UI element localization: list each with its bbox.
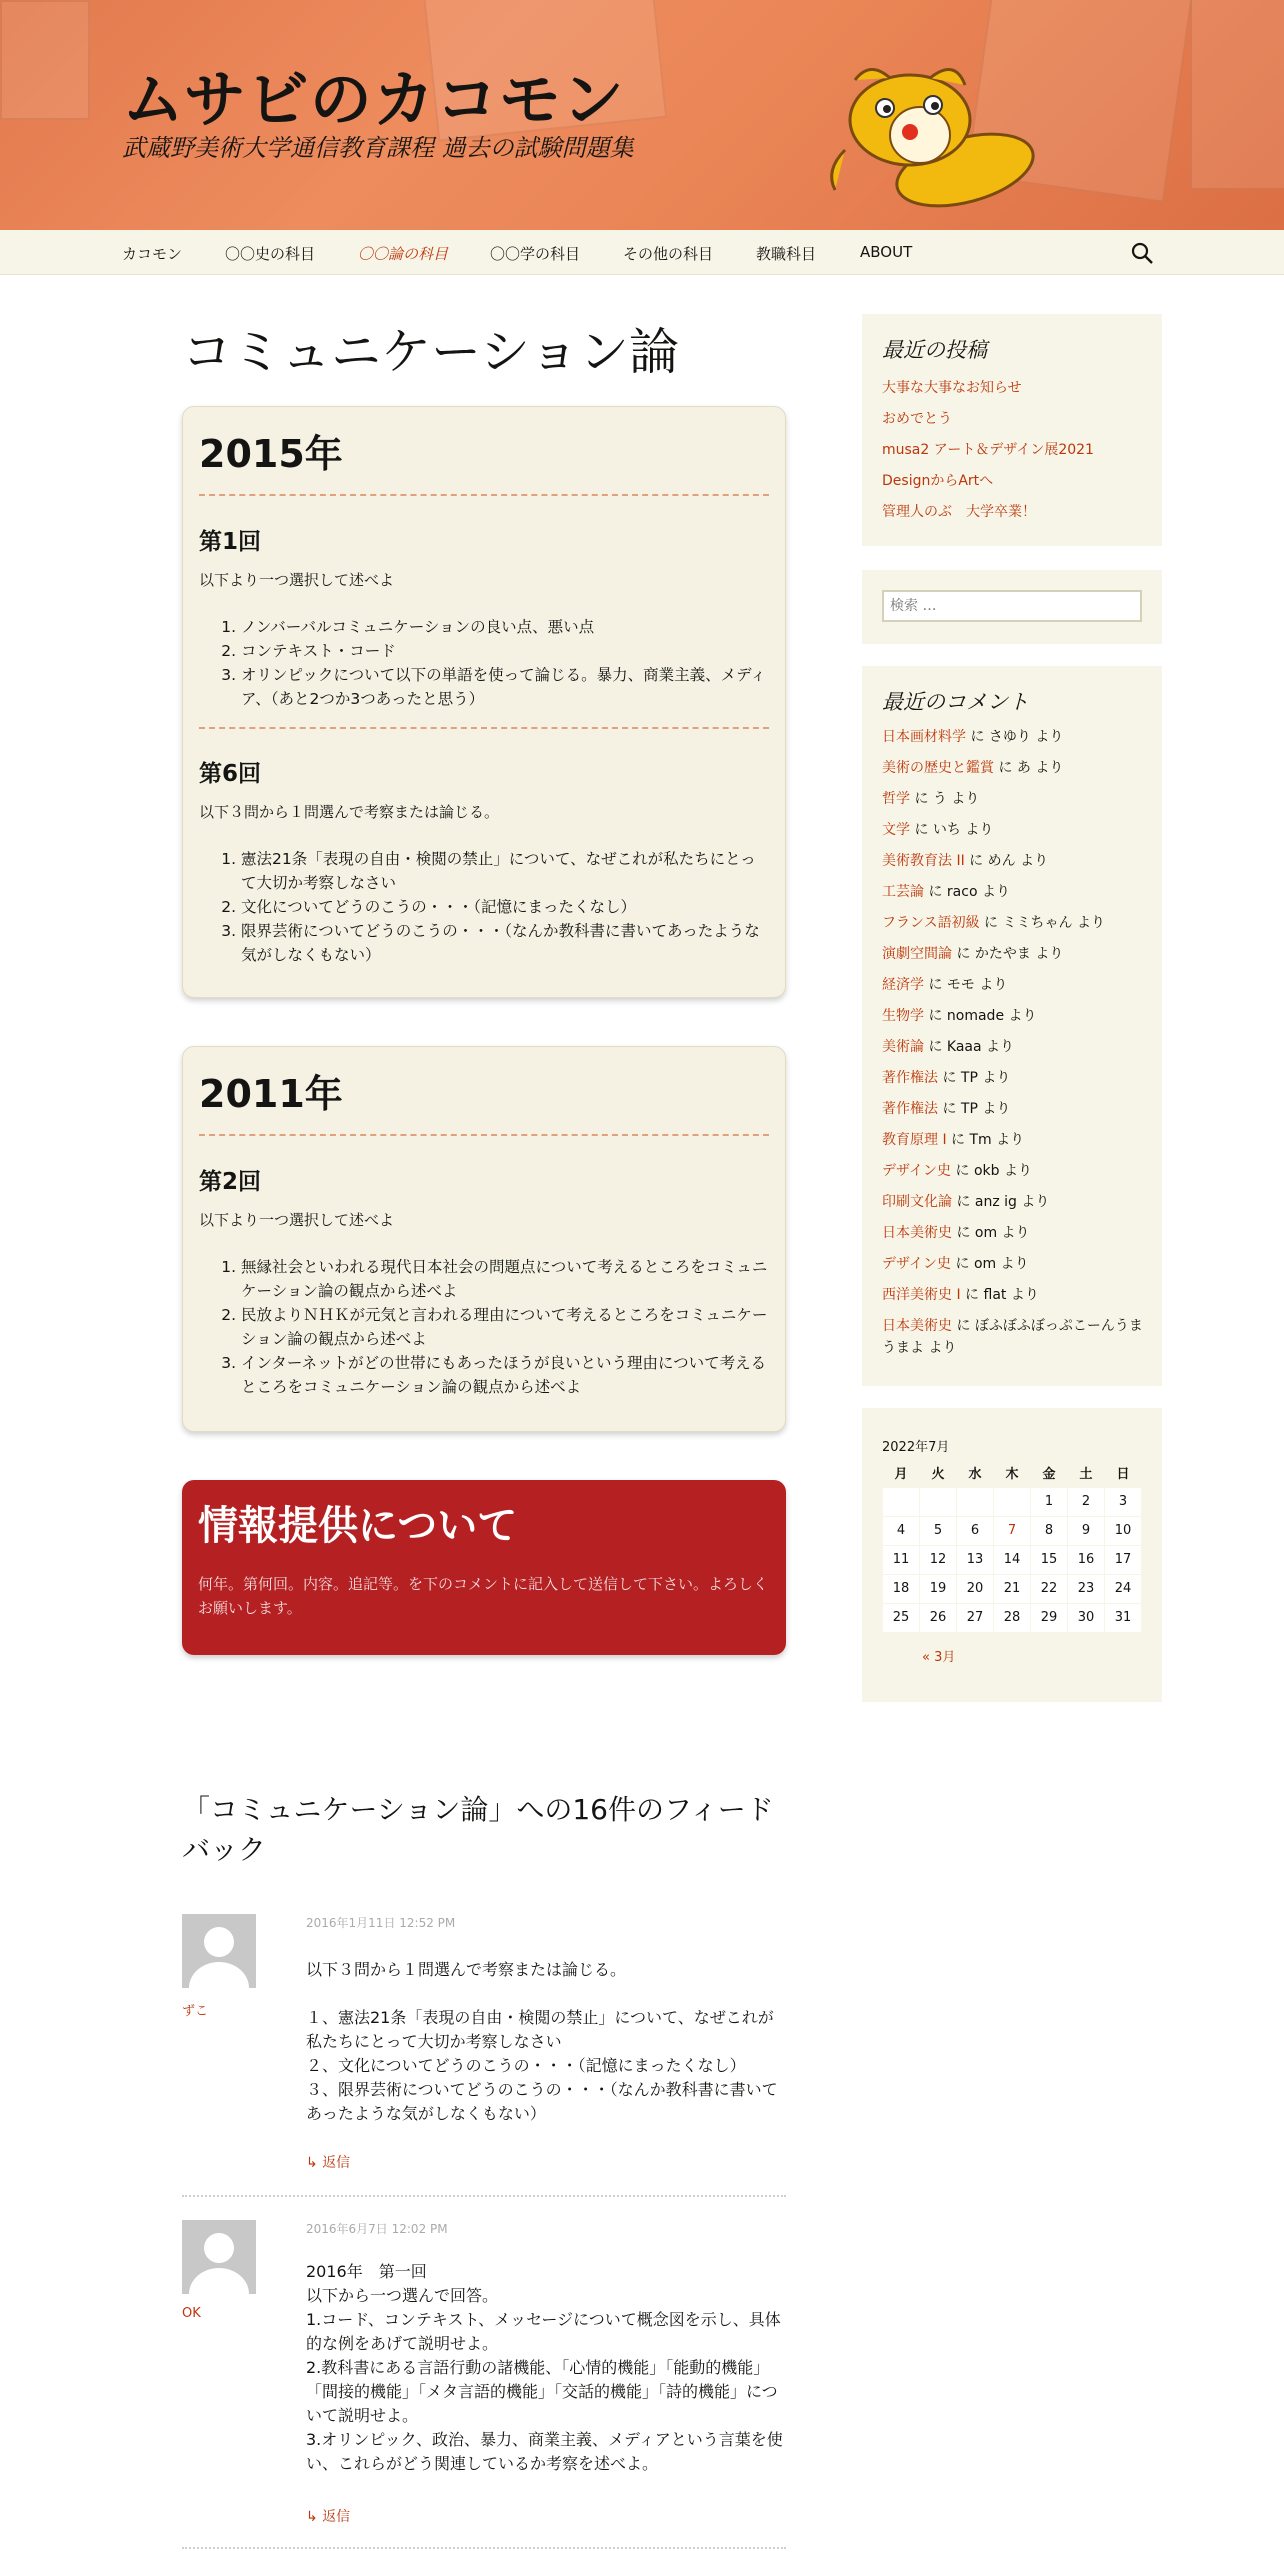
calendar-day: 16: [1068, 1545, 1105, 1574]
recent-comment-suffix: より: [1030, 946, 1064, 962]
exam-2015-box: [182, 406, 786, 998]
recent-comment-connector: に: [924, 1008, 947, 1024]
question-list: [223, 1255, 768, 1399]
recent-comment-connector: に: [964, 853, 988, 869]
recent-comment-author: いち: [932, 822, 961, 838]
calendar-day: 17: [1105, 1545, 1142, 1574]
recent-comment-item: [882, 881, 1147, 903]
calendar-weekday: 土: [1079, 1466, 1093, 1482]
calendar-day: 13: [957, 1545, 994, 1574]
calendar-day: 9: [1068, 1516, 1105, 1545]
default-avatar-icon: [182, 1914, 256, 1988]
recent-comment-author: TP: [960, 1101, 978, 1117]
comment-text: 2016年 第一回 以下から一つ選んで回答。 1.コード、コンテキスト、メッセージについて概念図を示し、具体的な例をあげて説明せよ。 2.教科書にある言語行動の諸機能、「心情的機能」「能動的機能」「間接的機能」「メタ言語的機能」「交話的機能」「詩的機能」について説明せよ。 3.オリンピック、政治、暴力、商業主義、メディアという言葉を使い、これらがどう関連しているか考察を述べよ。: [306, 2262, 783, 2473]
header-decor-book: [1190, 0, 1284, 190]
calendar-weekday: 水: [968, 1466, 982, 1482]
recent-comment-item: [882, 1191, 1147, 1213]
recent-comment-item: [882, 726, 1147, 748]
recent-comment-post-link[interactable]: 教育原理 I: [882, 1132, 947, 1148]
question-item: 3. 限界芸術についてどうのこうの・・・（なんか教科書に書いてあったような気がしなくもない）: [241, 919, 768, 967]
recent-comment-connector: に: [994, 760, 1017, 776]
recent-comment-author: om: [973, 1256, 997, 1272]
year-heading: 2011年: [199, 1072, 343, 1116]
site-description: 武蔵野美術大学通信教育課程 過去の試験問題集: [122, 134, 634, 162]
recent-comment-author: ミミちゃん: [1002, 915, 1073, 931]
calendar-day: 5: [920, 1516, 957, 1545]
calendar-day: 19: [920, 1574, 957, 1603]
recent-comment-suffix: より: [999, 1163, 1032, 1179]
recent-comment-author: nomade: [946, 1008, 1005, 1024]
calendar-day: 22: [1031, 1574, 1068, 1603]
page-title: コミュニケーション論: [182, 323, 679, 381]
calendar-day: 24: [1105, 1574, 1142, 1603]
recent-comment-suffix: より: [1006, 1287, 1039, 1303]
reply-link[interactable]: [306, 2152, 350, 2172]
recent-comment-post-link[interactable]: 工芸論: [882, 884, 924, 900]
recent-comment-connector: に: [952, 1194, 975, 1210]
round-heading: 第6回: [199, 761, 262, 787]
recent-comment-connector: に: [946, 1132, 970, 1148]
question-item: 3. オリンピックについて以下の単語を使って論じる。暴力、商業主義、メディア、（あと2つか3つあったと思う）: [241, 663, 768, 711]
recent-comment-author: Tm: [969, 1132, 992, 1148]
recent-comments-widget: [862, 666, 1162, 1386]
recent-comment-post-link[interactable]: 美術の歴史と鑑賞: [882, 760, 994, 776]
calendar-empty-cell: [957, 1487, 994, 1516]
calendar-day: 27: [957, 1603, 994, 1632]
widget-title: 最近のコメント: [882, 690, 1029, 714]
recent-comment-connector: に: [910, 791, 933, 807]
avatar: [182, 2220, 256, 2294]
recent-comment-item: [882, 1315, 1147, 1359]
question-intro: 以下より一つ選択して述べよ: [199, 571, 395, 589]
question-item: 1. 無縁社会といわれる現代日本社会の問題点について考えるところをコミュニケーション論の観点から述べよ: [241, 1255, 768, 1303]
divider: [199, 1134, 769, 1136]
recent-comment-suffix: より: [1030, 729, 1064, 745]
reply-label: 返信: [322, 2155, 351, 2171]
calendar-day: 8: [1031, 1516, 1068, 1545]
recent-comment-connector: に: [951, 1163, 974, 1179]
calendar-day: 18: [883, 1574, 920, 1603]
calendar-day: 3: [1105, 1487, 1142, 1516]
divider: [199, 727, 769, 729]
calendar-day[interactable]: 7: [994, 1516, 1031, 1545]
recent-comment-suffix: より: [1015, 853, 1049, 869]
calendar-day: 2: [1068, 1487, 1105, 1516]
round-heading: 第1回: [199, 529, 262, 555]
recent-post-link[interactable]: DesignからArtへ: [882, 473, 994, 489]
calendar-day: 21: [994, 1574, 1031, 1603]
comment-author[interactable]: OK: [182, 2306, 201, 2321]
recent-comment-post-link[interactable]: 著作権法: [882, 1101, 938, 1117]
recent-comment-author: あ: [1016, 760, 1031, 776]
question-item: 2. 民放よりＮＨＫが元気と言われる理由について考えるところをコミュニケーション論の観点から述べよ: [241, 1303, 768, 1351]
calendar-weekday: 月: [894, 1466, 908, 1482]
recent-comment-suffix: より: [996, 1256, 1029, 1272]
recent-post-link[interactable]: 大事な大事なお知らせ: [882, 380, 1022, 396]
calendar-weekday: 日: [1116, 1466, 1130, 1482]
recent-comment-connector: に: [924, 1039, 947, 1055]
calendar-day: 4: [883, 1516, 920, 1545]
question-item: 1. ノンバーバルコミュニケーションの良い点、悪い点: [241, 615, 768, 639]
recent-comment-suffix: より: [981, 1039, 1015, 1055]
round-heading: 第2回: [199, 1169, 262, 1195]
nav-item-kakomon[interactable]: カコモン: [122, 245, 183, 263]
recent-comment-item: [882, 1067, 1147, 1089]
recent-comment-author: さゆり: [988, 729, 1031, 745]
header-decor-book: [0, 0, 90, 120]
calendar-day: 11: [883, 1545, 920, 1574]
recent-comment-suffix: より: [991, 1132, 1025, 1148]
calendar-empty-cell: [883, 1487, 920, 1516]
exam-2011-box: [182, 1046, 786, 1432]
recent-comment-suffix: より: [974, 977, 1008, 993]
recent-comment-author: う: [932, 791, 947, 807]
comment-author[interactable]: ずこ: [182, 2004, 209, 2019]
recent-comment-author: モモ: [946, 977, 975, 993]
recent-comment-item: [882, 1222, 1147, 1244]
recent-comment-suffix: より: [946, 791, 980, 807]
calendar-day: 15: [1031, 1545, 1068, 1574]
recent-comment-item: [882, 788, 1147, 810]
calendar-empty-cell: [920, 1487, 957, 1516]
reply-arrow-icon: ↳: [306, 2509, 323, 2525]
recent-comment-post-link[interactable]: 美術教育法 II: [882, 853, 965, 869]
recent-comment-connector: に: [952, 1318, 975, 1334]
question-intro: 以下より一つ選択して述べよ: [199, 1211, 395, 1229]
calendar-day: 12: [920, 1545, 957, 1574]
search-icon[interactable]: [1130, 241, 1154, 265]
recent-comment-suffix: より: [977, 884, 1010, 900]
recent-comment-post-link[interactable]: 文学: [882, 822, 910, 838]
comment-text: 以下３問から１問選んで考察または論じる。: [306, 1960, 627, 1979]
calendar-day: 1: [1031, 1487, 1068, 1516]
recent-comment-author: flat: [983, 1287, 1007, 1303]
recent-comment-author: okb: [973, 1163, 1000, 1179]
reply-link[interactable]: [306, 2506, 350, 2526]
comment-date[interactable]: 2016年1月11日 12:52 PM: [306, 1916, 456, 1930]
calendar-day: 26: [920, 1603, 957, 1632]
recent-comment-post-link[interactable]: 日本美術史: [882, 1318, 952, 1334]
recent-comment-post-link[interactable]: 著作権法: [882, 1070, 938, 1086]
recent-comment-suffix: より: [924, 1340, 957, 1356]
recent-comment-post-link[interactable]: デザイン史: [882, 1256, 952, 1272]
recent-comment-post-link[interactable]: 日本美術史: [882, 1225, 952, 1241]
recent-comment-author: Kaaa: [946, 1039, 982, 1055]
nav-item-history-subjects[interactable]: 〇〇史の科目: [225, 245, 316, 263]
comment: [182, 2220, 786, 2525]
calendar-day: 30: [1068, 1603, 1105, 1632]
comment-text: １、憲法21条「表現の自由・検閲の禁止」について、なぜこれが私たちにとって大切か考察しなさい ２、文化についてどうのこうの・・・（記憶にまったくなし） ３、限界芸術についてどうのこうの・・・（なんか教科書に書いてあったような気がしなくもない）: [306, 2008, 778, 2123]
recent-comment-suffix: より: [977, 1101, 1011, 1117]
widget-title: 最近の投稿: [882, 338, 987, 362]
nav-item-teaching-subjects[interactable]: 教職科目: [756, 245, 817, 263]
recent-comment-suffix: より: [997, 1225, 1030, 1241]
sidebar-search-input[interactable]: [882, 590, 1142, 622]
nav-item-study-subjects[interactable]: 〇〇学の科目: [490, 245, 581, 263]
recent-comment-post-link[interactable]: 哲学: [882, 791, 910, 807]
site-header: [0, 0, 1284, 230]
recent-comment-connector: に: [924, 977, 947, 993]
avatar: [182, 1914, 256, 1988]
recent-posts-widget: [862, 314, 1162, 546]
recent-comment-author: anz ig: [974, 1194, 1017, 1210]
recent-comment-post-link[interactable]: フランス語初級: [882, 915, 980, 931]
comment-date[interactable]: 2016年6月7日 12:02 PM: [306, 2222, 448, 2236]
recent-comment-post-link[interactable]: 美術論: [882, 1039, 924, 1055]
recent-comment-item: [882, 1160, 1147, 1182]
calendar-weekday: 金: [1042, 1466, 1056, 1482]
calendar-day: 20: [957, 1574, 994, 1603]
recent-comment-item: [882, 912, 1147, 934]
calendar-day: 29: [1031, 1603, 1068, 1632]
info-title: 情報提供について: [198, 1503, 518, 1549]
recent-comment-item: [882, 974, 1147, 996]
recent-comment-post-link[interactable]: 生物学: [882, 1008, 924, 1024]
recent-comment-item: [882, 819, 1147, 841]
question-item: 2. 文化についてどうのこうの・・・（記憶にまったくなし）: [241, 895, 768, 919]
recent-comment-post-link[interactable]: 日本画材料学: [882, 729, 966, 745]
recent-comment-item: [882, 1284, 1147, 1306]
recent-comment-connector: に: [952, 946, 975, 962]
site-title[interactable]: ムサビのカコモン: [122, 63, 625, 136]
divider: [199, 494, 769, 496]
recent-comment-item: [882, 1129, 1147, 1151]
recent-comment-item: [882, 1036, 1147, 1058]
question-list: [223, 615, 768, 711]
question-list: [223, 847, 768, 967]
main-navigation: [0, 230, 1284, 275]
recent-comment-author: om: [974, 1225, 998, 1241]
question-item: 2. コンテキスト・コード: [241, 639, 768, 663]
recent-comment-connector: に: [938, 1101, 961, 1117]
calendar-weekday: 木: [1005, 1466, 1019, 1482]
recent-comment-post-link[interactable]: 経済学: [882, 977, 924, 993]
recent-comment-item: [882, 850, 1147, 872]
recent-comment-author: raco: [946, 884, 978, 900]
recent-comment-connector: に: [960, 1287, 984, 1303]
recent-comment-connector: に: [951, 1256, 974, 1272]
default-avatar-icon: [182, 2220, 256, 2294]
calendar-day: 25: [883, 1603, 920, 1632]
recent-comment-suffix: より: [1004, 1008, 1037, 1024]
calendar-day: 28: [994, 1603, 1031, 1632]
comment: [182, 1914, 786, 2174]
recent-post-link[interactable]: musa2 アート＆デザイン展2021: [882, 442, 1094, 458]
calendar-weekday: 火: [931, 1466, 945, 1482]
calendar-prev-month-link[interactable]: « 3月: [922, 1650, 956, 1665]
calendar-day: 31: [1105, 1603, 1142, 1632]
question-intro: 以下３問から１問選んで考察または論じる。: [199, 803, 500, 821]
nav-item-other-subjects[interactable]: その他の科目: [623, 245, 714, 263]
calendar-day: 14: [994, 1545, 1031, 1574]
recent-comment-suffix: より: [1030, 760, 1064, 776]
recent-comment-post-link[interactable]: 演劇空間論: [882, 946, 952, 962]
comments-heading: 「コミュニケーション論」への16件のフィードバック: [182, 1793, 774, 1866]
recent-comment-post-link[interactable]: 印刷文化論: [882, 1194, 952, 1210]
flying-squirrel-mascot-icon: [815, 60, 1045, 220]
recent-comment-post-link[interactable]: デザイン史: [882, 1163, 952, 1179]
recent-comment-author: ぼふぼふぼっぷこーんうまうまよ: [882, 1318, 1143, 1356]
calendar-table: [882, 1458, 1142, 1633]
recent-comment-post-link[interactable]: 西洋美術史 I: [882, 1287, 961, 1303]
recent-comment-connector: に: [938, 1070, 961, 1086]
recent-comment-connector: に: [979, 915, 1003, 931]
comment-separator: [182, 2547, 786, 2549]
search-widget: [862, 570, 1162, 644]
calendar-widget: [862, 1408, 1162, 1702]
recent-post-link[interactable]: 管理人のぶ 大学卒業！: [882, 504, 1036, 520]
recent-comment-item: [882, 757, 1147, 779]
calendar-day: 23: [1068, 1574, 1105, 1603]
recent-comment-author: かたやま: [974, 946, 1031, 962]
recent-comment-connector: に: [924, 884, 947, 900]
calendar-caption: 2022年7月: [882, 1440, 950, 1455]
reply-label: 返信: [322, 2509, 351, 2525]
recent-comment-suffix: より: [960, 822, 994, 838]
question-item: 1. 憲法21条「表現の自由・検閲の禁止」について、なぜこれが私たちにとって大切か考察しなさい: [241, 847, 768, 895]
calendar-day: 10: [1105, 1516, 1142, 1545]
nav-item-about[interactable]: ABOUT: [860, 243, 913, 261]
recent-comment-connector: に: [952, 1225, 975, 1241]
recent-comment-suffix: より: [1016, 1194, 1050, 1210]
reply-arrow-icon: ↳: [306, 2155, 323, 2171]
year-heading: 2015年: [199, 432, 343, 476]
recent-comment-item: [882, 1253, 1147, 1275]
recent-comment-item: [882, 1005, 1147, 1027]
recent-comment-author: TP: [960, 1070, 978, 1086]
question-item: 3. インターネットがどの世帯にもあったほうが良いという理由について考えるところをコミュニケーション論の観点から述べよ: [241, 1351, 768, 1399]
info-text: 何年。第何回。内容。追記等。を下のコメントに記入して送信して下さい。よろしくお願いします。: [198, 1575, 769, 1617]
recent-comment-connector: に: [910, 822, 933, 838]
recent-comment-item: [882, 943, 1147, 965]
recent-comment-item: [882, 1098, 1147, 1120]
recent-comment-connector: に: [966, 729, 989, 745]
info-request-box: [182, 1480, 786, 1655]
recent-post-link[interactable]: おめでとう: [882, 411, 952, 427]
comment-separator: [182, 2195, 786, 2197]
calendar-empty-cell: [994, 1487, 1031, 1516]
nav-item-theory-subjects[interactable]: 〇〇論の科目: [358, 245, 449, 263]
calendar-day: 6: [957, 1516, 994, 1545]
recent-comment-author: めん: [987, 853, 1016, 869]
recent-comment-suffix: より: [1072, 915, 1105, 931]
recent-comment-suffix: より: [977, 1070, 1011, 1086]
